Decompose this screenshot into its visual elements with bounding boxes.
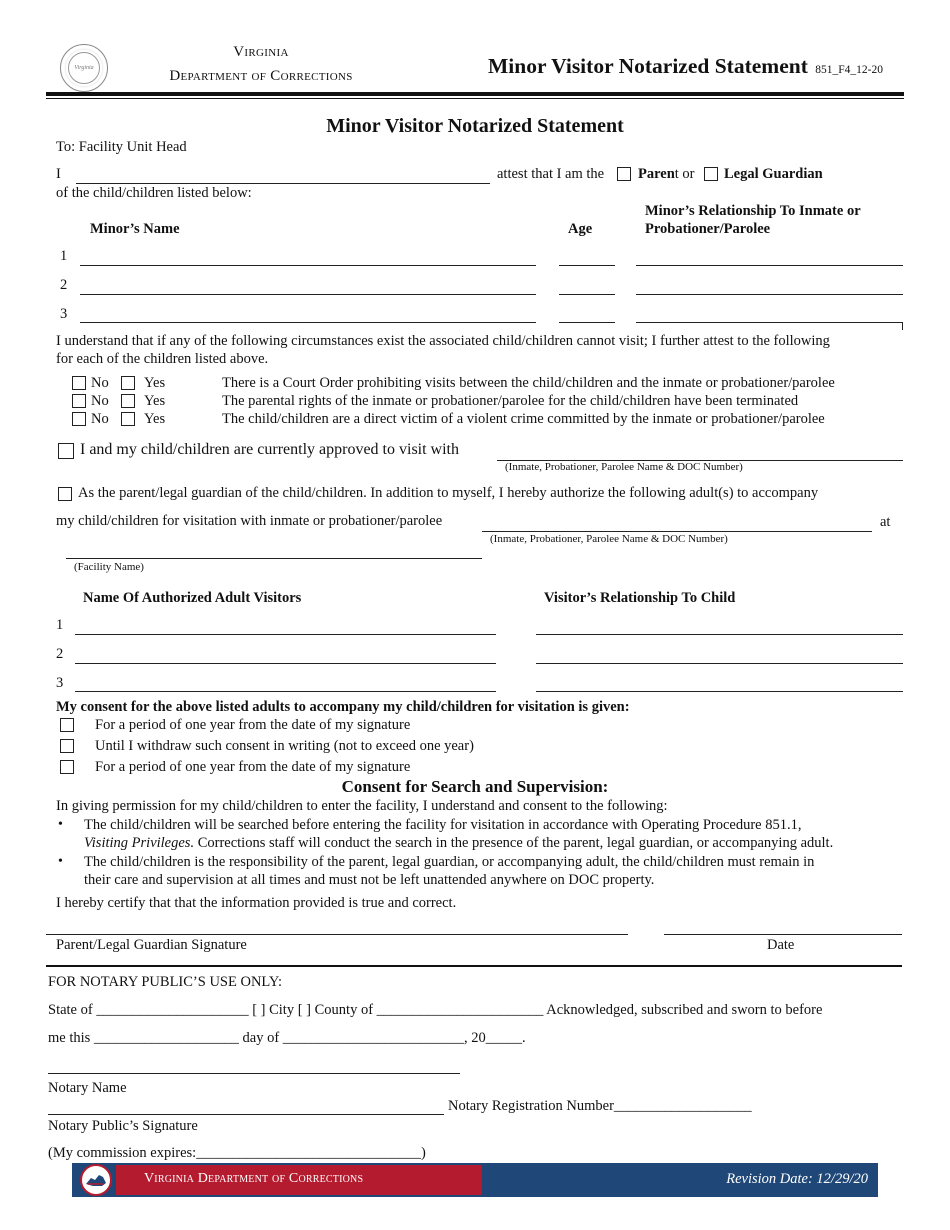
doc-seal-logo — [60, 44, 108, 92]
of-children-text: of the child/children listed below: — [56, 185, 252, 201]
visitor-relationship-header: Visitor’s Relationship To Child — [544, 590, 736, 606]
minor-row-number-2: 2 — [60, 277, 68, 293]
circumstance-1-no-label: No — [91, 375, 109, 391]
notary-commission: (My commission expires:_______________________________) — [48, 1145, 426, 1161]
header-rule-thick — [46, 92, 904, 96]
notary-name-label: Notary Name — [48, 1080, 127, 1096]
search-bullet-1-line2 — [84, 835, 833, 852]
i-label: I — [56, 166, 61, 182]
understand-text-2: for each of the children listed above. — [56, 351, 269, 367]
signature-date-field[interactable] — [664, 934, 902, 935]
notary-divider — [46, 965, 902, 967]
notary-heading: FOR NOTARY PUBLIC’S USE ONLY: — [48, 974, 282, 990]
minor-row-number-3: 3 — [60, 306, 68, 322]
virginia-logo-icon — [80, 1164, 112, 1196]
adult-relationship-field-1[interactable] — [536, 634, 903, 635]
header-dept: Department of Corrections — [169, 68, 353, 84]
adult-relationship-field-3[interactable] — [536, 691, 903, 692]
legal-guardian-checkbox[interactable] — [704, 167, 718, 181]
minor-relationship-field-1[interactable] — [636, 265, 903, 266]
certify-text: I hereby certify that that the information provided is true and correct. — [56, 895, 457, 911]
circumstance-2-yes-label: Yes — [144, 393, 166, 409]
adult-row-number-1: 1 — [56, 617, 64, 633]
circumstance-1-yes-checkbox[interactable] — [121, 376, 135, 390]
consent-option-3-label: For a period of one year from the date of my signature — [95, 759, 411, 775]
main-title: Minor Visitor Notarized Statement — [326, 115, 624, 137]
bullet-1-icon: • — [58, 817, 63, 832]
notary-signature-label: Notary Public’s Signature — [48, 1118, 198, 1134]
to-line: To: Facility Unit Head — [56, 139, 187, 155]
notary-signature-field[interactable] — [48, 1114, 444, 1115]
authorize-text: As the parent/legal guardian of the child/children. In addition to myself, I hereby authorize the following adult(s) to accompany — [78, 485, 819, 501]
minor-name-header: Minor’s Name — [90, 221, 180, 237]
adult-name-field-3[interactable] — [75, 691, 496, 692]
search-bullet-2-line2: their care and supervision at all times and must not be left unattended anywhere on DOC property. — [84, 872, 655, 888]
adult-relationship-field-2[interactable] — [536, 663, 903, 664]
search-bullet-1-line2-rest: Corrections staff will conduct the search in the presence of the parent, legal guardian, or accompanying adult. — [194, 835, 834, 851]
header-form-title — [488, 54, 883, 79]
circumstance-2-no-label: No — [91, 393, 109, 409]
facility-name-field[interactable] — [66, 558, 482, 559]
attester-name-field[interactable] — [76, 183, 490, 184]
approved-text: I and my child/children are currently approved to visit with — [80, 441, 459, 458]
circumstance-2-text: The parental rights of the inmate or probationer/parolee for the child/children have been terminated — [222, 393, 799, 409]
minor-name-field-1[interactable] — [80, 265, 536, 266]
minor-age-field-1[interactable] — [559, 265, 615, 266]
header-rule-thin — [46, 98, 904, 99]
table-corner-tick — [902, 322, 903, 330]
notary-name-field[interactable] — [48, 1073, 460, 1074]
parent-label-bold: Paren — [638, 166, 675, 182]
circumstance-1-yes-label: Yes — [144, 375, 166, 391]
approved-checkbox[interactable] — [58, 443, 74, 459]
minor-name-field-3[interactable] — [80, 322, 536, 323]
visitation-inmate-field[interactable] — [482, 531, 872, 532]
seal-text: Virginia — [68, 52, 100, 84]
consent-option-1-label: For a period of one year from the date of my signature — [95, 717, 411, 733]
authorize-checkbox[interactable] — [58, 487, 72, 501]
footer-revision-date: Revision Date: 12/29/20 — [726, 1171, 868, 1187]
parent-label-rest: t or — [674, 166, 695, 182]
circumstance-1-text: There is a Court Order prohibiting visits between the child/children and the inmate or probationer/parolee — [222, 375, 835, 391]
adult-row-number-3: 3 — [56, 675, 64, 691]
bullet-2-icon: • — [58, 854, 63, 869]
minor-row-number-1: 1 — [60, 248, 68, 264]
consent-option-2-label: Until I withdraw such consent in writing (not to exceed one year) — [95, 738, 474, 754]
minor-age-field-3[interactable] — [559, 322, 615, 323]
visitation-text: my child/children for visitation with inmate or probationer/parolee — [56, 513, 443, 529]
at-text: at — [880, 514, 891, 530]
consent-option-1-checkbox[interactable] — [60, 718, 74, 732]
circumstance-3-text: The child/children are a direct victim of a violent crime committed by the inmate or probationer/parolee — [222, 411, 825, 427]
minor-name-field-2[interactable] — [80, 294, 536, 295]
search-heading: Consent for Search and Supervision: — [341, 777, 609, 796]
minor-age-field-2[interactable] — [559, 294, 615, 295]
minor-relationship-header-2: Probationer/Parolee — [645, 221, 771, 237]
adult-name-header: Name Of Authorized Adult Visitors — [83, 590, 302, 606]
consent-option-3-checkbox[interactable] — [60, 760, 74, 774]
signature-date-label: Date — [767, 937, 795, 953]
circumstance-3-no-label: No — [91, 411, 109, 427]
guardian-signature-label: Parent/Legal Guardian Signature — [56, 937, 247, 953]
circumstance-3-yes-checkbox[interactable] — [121, 412, 135, 426]
circumstance-2-yes-checkbox[interactable] — [121, 394, 135, 408]
age-header: Age — [568, 221, 593, 237]
minor-relationship-field-2[interactable] — [636, 294, 903, 295]
understand-text-1: I understand that if any of the following circumstances exist the associated child/children cannot visit; I further attest to the following — [56, 333, 830, 349]
footer-bar — [72, 1163, 878, 1197]
parent-label — [638, 166, 695, 183]
search-bullet-1-line1: The child/children will be searched before entering the facility for visitation in accordance with Operating Procedure 851.1, — [84, 817, 802, 833]
notary-line-2: me this ____________________ day of _________________________, 20_____. — [48, 1030, 526, 1046]
parent-checkbox[interactable] — [617, 167, 631, 181]
adult-row-number-2: 2 — [56, 646, 64, 662]
consent-heading: My consent for the above listed adults to accompany my child/children for visitation is given: — [56, 699, 630, 715]
search-bullet-2-line1: The child/children is the responsibility of the parent, legal guardian, or accompanying adult, the child/children must remain in — [84, 854, 815, 870]
header-state: Virginia — [233, 44, 289, 60]
header-form-code: 851_F4_12-20 — [815, 64, 883, 76]
facility-caption: (Facility Name) — [74, 561, 144, 573]
minor-relationship-field-3[interactable] — [636, 322, 903, 323]
circumstance-2-no-checkbox[interactable] — [72, 394, 86, 408]
adult-name-field-1[interactable] — [75, 634, 496, 635]
notary-line-1: State of _____________________ [ ] City [ ] County of _______________________ Acknowledged, subscribed and sworn to before — [48, 1002, 823, 1018]
footer-dept-name: Virginia Department of Corrections — [144, 1171, 364, 1186]
attest-text: attest that I am the — [497, 166, 605, 182]
circumstance-3-no-checkbox[interactable] — [72, 412, 86, 426]
adult-name-field-2[interactable] — [75, 663, 496, 664]
notary-registration: Notary Registration Number___________________ — [448, 1098, 752, 1114]
virginia-map-icon — [85, 1172, 107, 1188]
footer-dept-band — [116, 1165, 482, 1195]
legal-guardian-label: Legal Guardian — [724, 166, 823, 182]
visitation-inmate-caption: (Inmate, Probationer, Parolee Name & DOC Number) — [490, 533, 728, 545]
consent-option-2-checkbox[interactable] — [60, 739, 74, 753]
circumstance-3-yes-label: Yes — [144, 411, 166, 427]
search-intro: In giving permission for my child/children to enter the facility, I understand and consent to the following: — [56, 798, 668, 814]
minor-relationship-header-1: Minor’s Relationship To Inmate or — [645, 203, 861, 219]
approved-inmate-caption: (Inmate, Probationer, Parolee Name & DOC Number) — [505, 461, 743, 473]
guardian-signature-field[interactable] — [46, 934, 628, 935]
header-form-title-text: Minor Visitor Notarized Statement — [488, 54, 808, 78]
circumstance-1-no-checkbox[interactable] — [72, 376, 86, 390]
visiting-privileges-title: Visiting Privileges. — [84, 835, 195, 851]
